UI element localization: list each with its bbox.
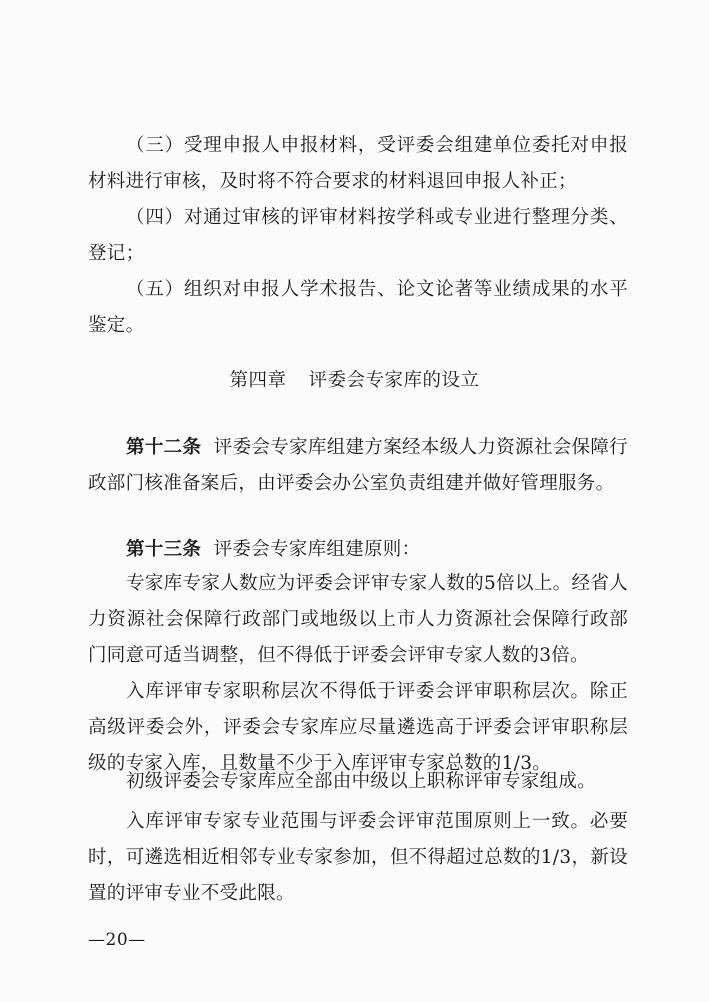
paragraph-item-3: （三）受理申报人申报材料，受评委会组建单位委托对申报材料进行审核，及时将不符合要求的材料退回申报人补正； xyxy=(88,135,628,192)
page-number: —20— xyxy=(88,930,146,950)
article-13-text: 评委会专家库组建原则： xyxy=(213,539,421,560)
chapter-number: 第四章 xyxy=(229,370,287,391)
article-12 xyxy=(88,430,628,502)
article-13-item-3: 初级评委会专家库应全部由中级以上职称评审专家组成。 xyxy=(126,771,597,792)
chapter-heading xyxy=(0,366,709,396)
chapter-title: 评委会专家库的设立 xyxy=(308,370,480,391)
article-13-item-1: 专家库专家人数应为评委会评审专家人数的5倍以上。经省人力资源社会保障行政部门或地级以上市人力资源社会保障行政部门同意可适当调整，但不得低于评委会评审专家人数的3倍。 xyxy=(88,573,628,666)
article-13 xyxy=(88,532,628,568)
article-13-label: 第十三条 xyxy=(126,539,202,560)
article-13-item-2: 入库评审专家职称层次不得低于评委会评审职称层次。除正高级评委会外，评委会专家库应尽量遴选高于评委会评审职称层级的专家入库，且数量不少于入库评审专家总数的1/3。 xyxy=(88,681,628,774)
paragraph-item-5: （五）组织对申报人学术报告、论文论著等业绩成果的水平鉴定。 xyxy=(88,279,628,336)
article-12-text: 评委会专家库组建方案经本级人力资源社会保障行政部门核准备案后，由评委会办公室负责组建并做好管理服务。 xyxy=(88,437,628,494)
article-12-label: 第十二条 xyxy=(126,437,202,458)
paragraph-item-4: （四）对通过审核的评审材料按学科或专业进行整理分类、登记； xyxy=(88,207,628,264)
article-13-item-4: 入库评审专家专业范围与评委会评审范围原则上一致。必要时，可遴选相近相邻专业专家参加，但不得超过总数的1/3，新设置的评审专业不受此限。 xyxy=(88,811,628,904)
